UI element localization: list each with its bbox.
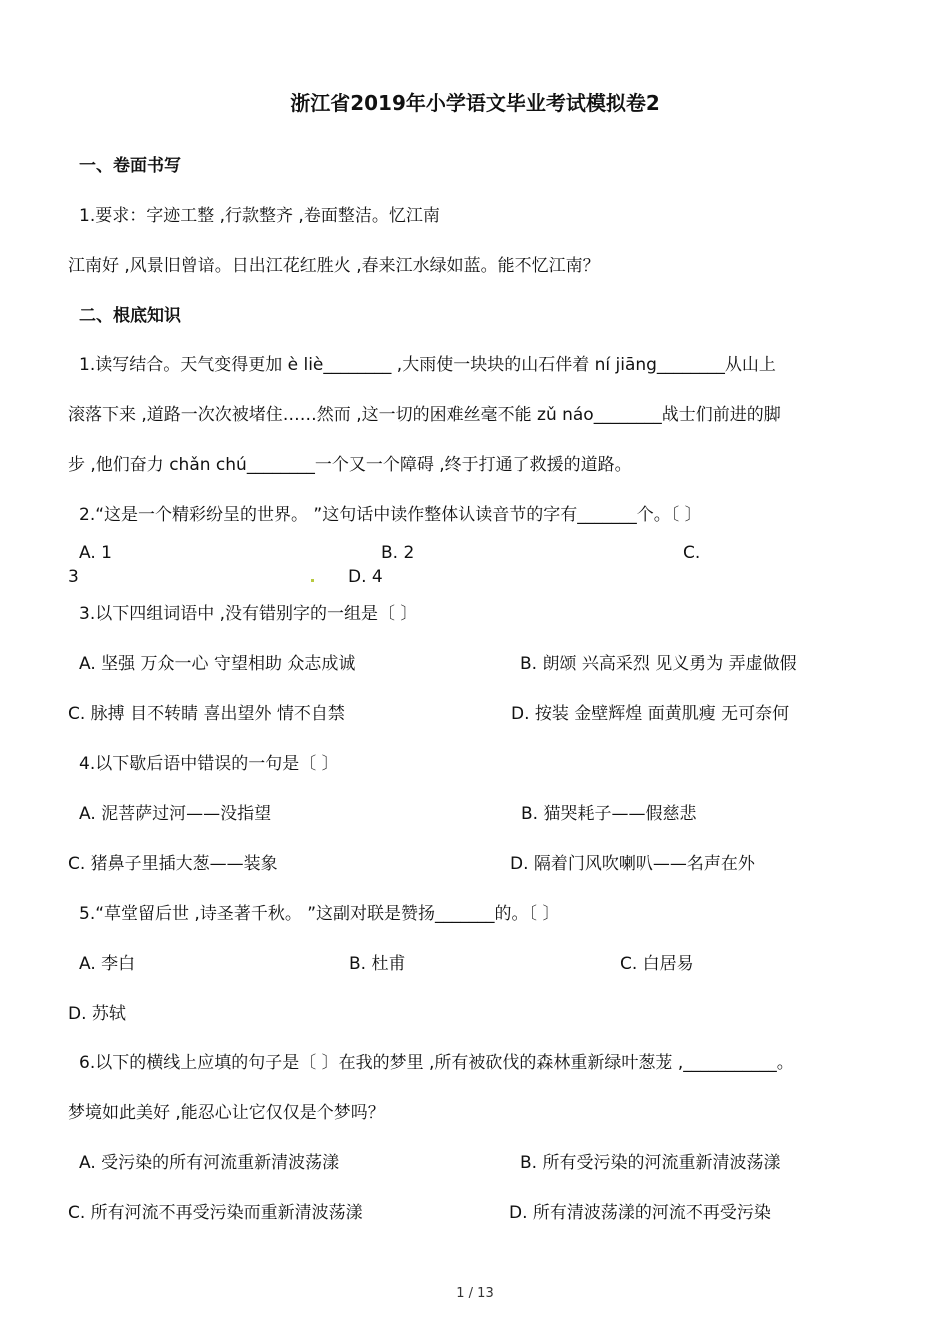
question-3-stem: 3.以下四组词语中 ,没有错别字的一组是〔 〕 [79,604,418,624]
question-2-option-c-value: 3 [68,567,79,587]
question-5-option-a: A. 李白 [79,954,136,974]
question-5-stem: 5.“草堂留后世 ,诗圣著千秋。 ”这副对联是赞扬_______的。〔 〕 [79,904,560,924]
question-6-line-1: 6.以下的横线上应填的句子是〔 〕在我的梦里 ,所有被砍伐的森林重新绿叶葱茏 ,___________。 [79,1053,794,1073]
question-6-option-b: B. 所有受污染的河流重新清波荡漾 [520,1153,781,1173]
question-6-option-d: D. 所有清波荡漾的河流不再受污染 [509,1203,771,1223]
question-3-option-d: D. 按装 金壁辉煌 面黄肌瘦 无可奈何 [511,704,790,724]
question-4-stem: 4.以下歇后语中错误的一句是〔 〕 [79,754,339,774]
question-6-option-a: A. 受污染的所有河流重新清波荡漾 [79,1153,340,1173]
question-3-option-b: B. 朗颂 兴高采烈 见义勇为 弄虚做假 [520,654,797,674]
question-2-stem: 2.“这是一个精彩纷呈的世界。 ”这句话中读作整体认读音节的字有_______个。〔 〕 [79,505,702,525]
question-6-option-c: C. 所有河流不再受污染而重新清波荡漾 [68,1203,363,1223]
question-2-option-b: B. 2 [381,543,415,563]
question-4-option-c: C. 猪鼻子里插大葱——装象 [68,854,278,874]
question-5-option-c: C. 白居易 [620,954,694,974]
question-5-option-d: D. 苏轼 [68,1004,126,1024]
question-6-line-2: 梦境如此美好 ,能忍心让它仅仅是个梦吗？ [68,1103,385,1123]
question-3-option-a: A. 坚强 万众一心 守望相助 众志成诚 [79,654,356,674]
question-1-line-2: 滚落下来 ,道路一次次被堵住……然而 ,这一切的困难丝毫不能 zǔ náo________战士们前进的脚 [68,405,781,425]
section-heading-writing: 一、卷面书写 [79,156,181,176]
question-1-line-3: 步 ,他们奋力 chǎn chú________一个又一个障碍 ,终于打通了救援的道路。 [68,455,632,475]
question-2-option-a: A. 1 [79,543,112,563]
page-number: 1 / 13 [456,1286,494,1301]
question-2-option-d: D. 4 [348,567,383,587]
question-3-option-c: C. 脉搏 目不转睛 喜出望外 情不自禁 [68,704,345,724]
question-5-option-b: B. 杜甫 [349,954,406,974]
section-heading-basics: 二、根底知识 [79,306,181,326]
page-title: 浙江省2019年小学语文毕业考试模拟卷2 [290,91,660,115]
question-4-option-b: B. 猫哭耗子——假慈悲 [521,804,697,824]
stray-mark [311,579,314,582]
writing-poem: 江南好 ,风景旧曾谙。日出江花红胜火 ,春来江水绿如蓝。能不忆江南？ [68,256,600,276]
question-4-option-d: D. 隔着门风吹喇叭——名声在外 [510,854,755,874]
question-1-line-1: 1.读写结合。天气变得更加 è liè________ ,大雨使一块块的山石伴着 ní jiāng________从山上 [79,355,776,375]
question-2-option-c: C. [683,543,701,563]
writing-requirement: 1.要求：字迹工整 ,行款整齐 ,卷面整洁。忆江南 [79,206,440,226]
question-4-option-a: A. 泥菩萨过河——没指望 [79,804,272,824]
